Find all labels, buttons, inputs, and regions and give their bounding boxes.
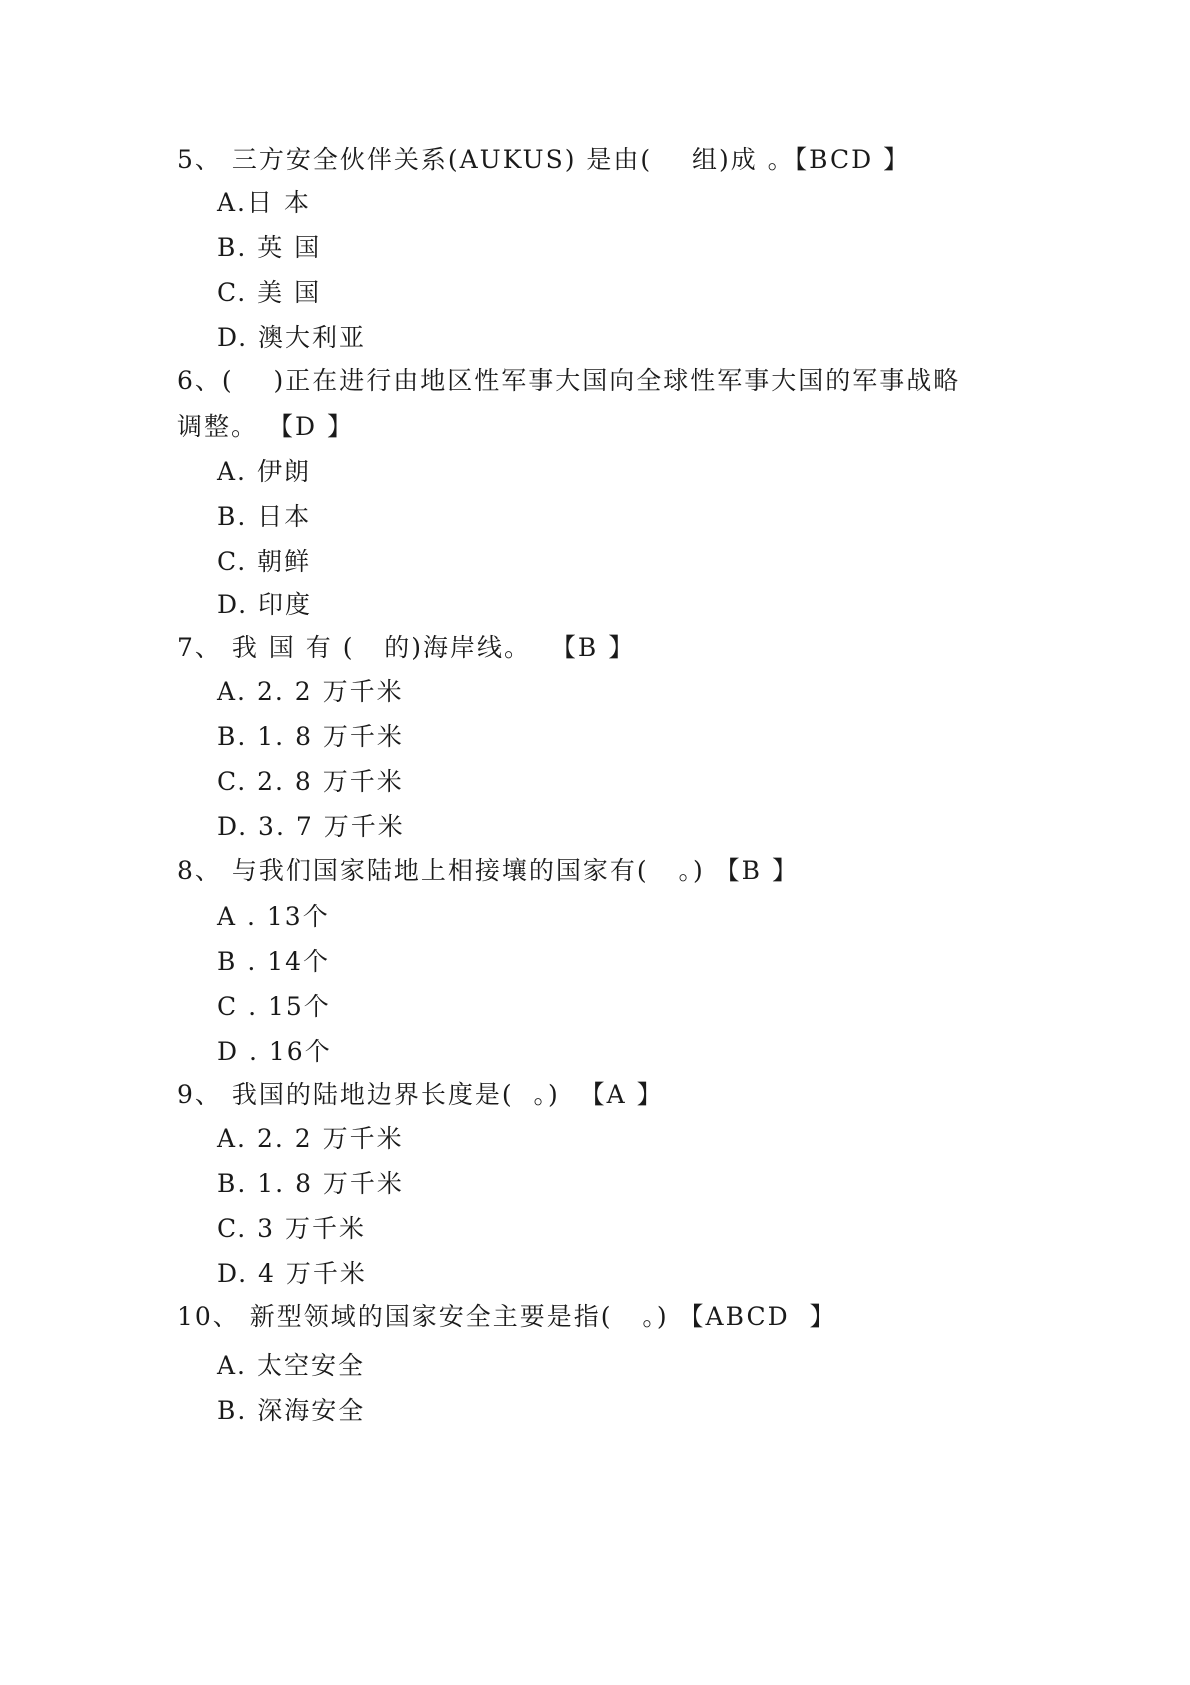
question-6-option-b: B. 日本 [217, 502, 312, 531]
question-10-stem: 10、 新型领域的国家安全主要是指( 。) 【ABCD 】 [177, 1302, 837, 1331]
question-9-option-d: D. 4 万千米 [217, 1259, 367, 1288]
question-6-stem-continued: 调整。 【D 】 [177, 412, 354, 441]
question-8-option-b: B . 14个 [217, 947, 331, 976]
question-8-stem: 8、 与我们国家陆地上相接壤的国家有( 。) 【B 】 [177, 856, 799, 885]
question-7-option-b: B. 1. 8 万千米 [217, 722, 404, 751]
question-6-option-d: D. 印度 [217, 590, 313, 619]
question-8-option-d: D . 16个 [217, 1037, 332, 1066]
question-10-option-a: A. 太空安全 [217, 1351, 365, 1380]
question-7-option-a: A. 2. 2 万千米 [217, 677, 404, 706]
question-5-option-a: A.日 本 [217, 188, 311, 217]
question-7-stem: 7、 我 国 有 ( 的)海岸线。 【B 】 [177, 633, 636, 662]
question-6-stem: 6、( )正在进行由地区性军事大国向全球性军事大国的军事战略 [177, 366, 961, 395]
question-5-option-d: D. 澳大利亚 [217, 323, 367, 352]
question-9-option-c: C. 3 万千米 [217, 1214, 366, 1243]
question-9-option-b: B. 1. 8 万千米 [217, 1169, 404, 1198]
question-7-option-c: C. 2. 8 万千米 [217, 767, 404, 796]
question-5-stem: 5、 三方安全伙伴关系(AUKUS) 是由( 组)成 。【BCD 】 [177, 145, 911, 174]
question-5-option-b: B. 英 国 [217, 233, 322, 262]
question-8-option-c: C . 15个 [217, 992, 331, 1021]
question-9-stem: 9、 我国的陆地边界长度是( 。) 【A 】 [177, 1080, 664, 1109]
question-10-option-b: B. 深海安全 [217, 1396, 366, 1425]
question-7-option-d: D. 3. 7 万千米 [217, 812, 405, 841]
question-6-option-a: A. 伊朗 [217, 457, 311, 486]
question-9-option-a: A. 2. 2 万千米 [217, 1124, 404, 1153]
question-8-option-a: A . 13个 [217, 902, 330, 931]
question-5-option-c: C. 美 国 [217, 278, 322, 307]
question-6-option-c: C. 朝鲜 [217, 547, 312, 576]
